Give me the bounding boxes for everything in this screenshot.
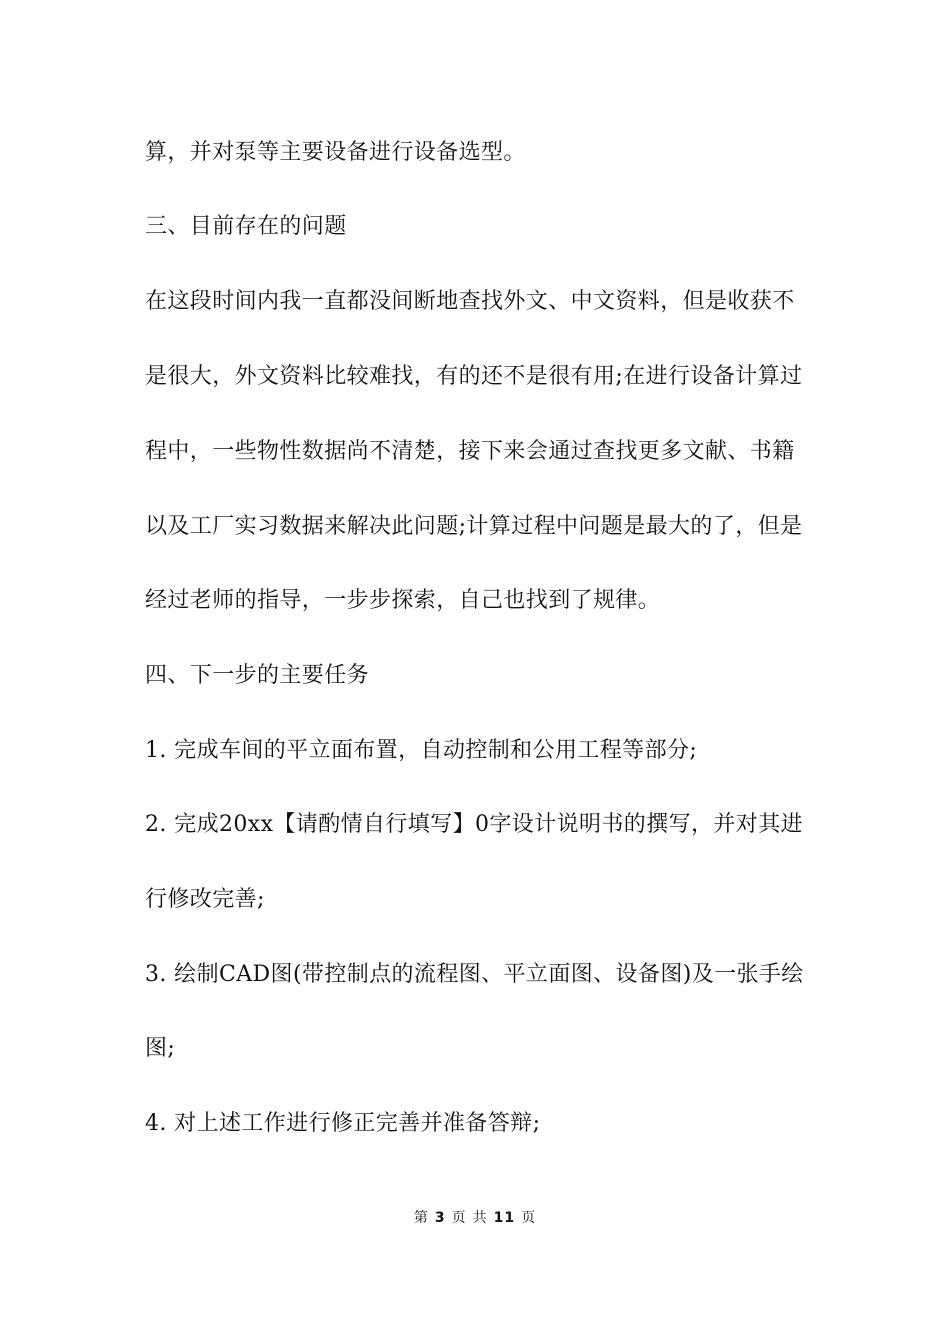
total-pages-number: 11 [493,1210,516,1226]
footer-total-unit: 页 [521,1210,537,1226]
footer-page-unit: 页 [451,1210,467,1226]
text-line: 程中，一些物性数据尚不清楚，接下来会通过查找更多文献、书籍 [145,439,795,464]
footer-total-label: 共 [472,1210,488,1226]
page-footer [0,1208,950,1228]
text-line: 以及工厂实习数据来解决此问题;计算过程中问题是最大的了，但是 [145,514,803,539]
text-line: 经过老师的指导，一步步探索，自己也找到了规律。 [145,588,661,613]
text-line: 在这段时间内我一直都没间断地查找外文、中文资料，但是收获不 [145,289,795,314]
list-item: 3. 绘制CAD图(带控制点的流程图、平立面图、设备图)及一张手绘 [145,962,804,987]
text-line: 是很大，外文资料比较难找，有的还不是很有用;在进行设备计算过 [145,364,803,389]
section-heading: 四、下一步的主要任务 [145,663,370,688]
text-line: 图; [145,1036,176,1061]
text-line: 算，并对泵等主要设备进行设备选型。 [145,140,526,165]
list-item: 2. 完成20xx【请酌情自行填写】0字设计说明书的撰写，并对其进 [145,812,803,837]
footer-page-label: 第 [413,1210,429,1226]
list-item: 1. 完成车间的平立面布置，自动控制和公用工程等部分; [145,738,698,763]
text-line: 行修改完善; [145,887,265,912]
current-page-number: 3 [434,1210,446,1226]
section-heading: 三、目前存在的问题 [145,214,347,239]
list-item: 4. 对上述工作进行修正完善并准备答辩; [145,1111,541,1136]
